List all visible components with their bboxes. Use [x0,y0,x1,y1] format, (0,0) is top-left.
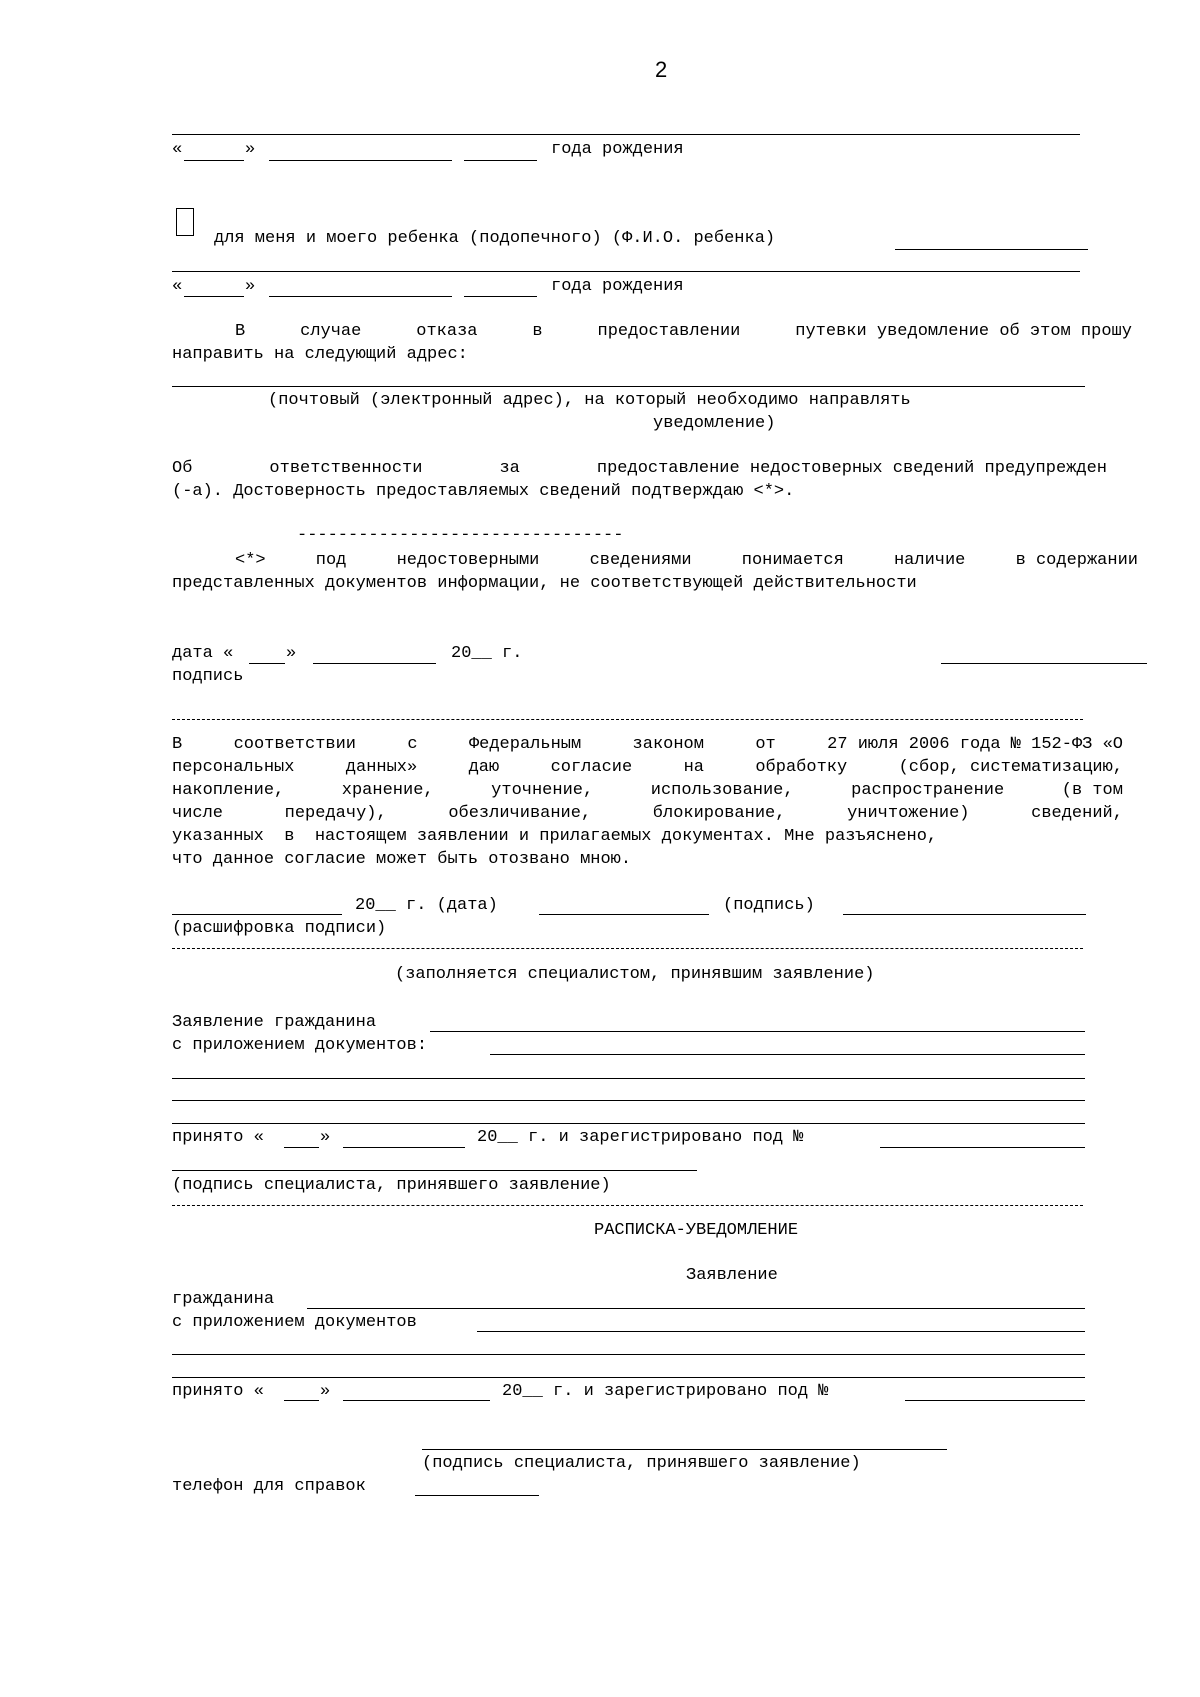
word: <*> [235,551,266,570]
word: блокирование, [652,804,786,823]
consent-decoding-field[interactable] [843,914,1086,915]
quote-open: « [172,140,183,159]
word: отказа [416,322,478,341]
child-name-field[interactable] [895,249,1088,250]
word: под [315,551,347,570]
attachments-line[interactable] [172,1123,1085,1124]
word: Федеральным [468,735,582,754]
birth-label: года рождения [551,140,684,159]
section-divider [172,719,1083,720]
quote-close: » [245,277,256,296]
birth-year-field[interactable] [464,160,537,161]
consent-signature-label: (подпись) [723,896,815,915]
word: (сбор, систематизацию, [898,758,1123,777]
receipt-specialist-signature-field[interactable] [422,1449,947,1450]
word: В [172,735,183,754]
word: уничтожение) [847,804,970,823]
responsibility-line-2: (-а). Достоверность предоставляемых сведений подтверждаю <*>. [172,482,795,501]
word: уточнение, [491,781,594,800]
child-option-label: для меня и моего ребенка (подопечного) (Ф.И.О. ребенка) [214,229,776,248]
child-birth-year-field[interactable] [464,296,537,297]
consent-year-date: 20__ г. (дата) [355,896,498,915]
birth-month-field[interactable] [269,160,452,161]
specialist-signature-field[interactable] [172,1170,697,1171]
child-name-line[interactable] [172,271,1080,272]
word: обработку [755,758,848,777]
refusal-line-2: направить на следующий адрес: [172,345,468,364]
word: хранение, [341,781,434,800]
quote-close: » [320,1128,331,1147]
date-month-field[interactable] [313,663,436,664]
quote-close: » [245,140,256,159]
consent-line-5: указанных в настоящем заявлении и прилагаемых документах. Мне разъяснено, [172,827,938,846]
accepted-day-field[interactable] [284,1147,319,1148]
application-field[interactable] [430,1031,1085,1032]
word: на [683,758,704,777]
word: в содержании [1015,551,1138,570]
registration-number-field[interactable] [880,1147,1085,1148]
responsibility-line-1 [172,457,1107,480]
word: наличие [893,551,966,570]
receipt-year-registered: 20__ г. и зарегистрировано под № [502,1382,829,1401]
citizen-label: гражданина [172,1290,275,1309]
receipt-accepted-prefix: принято « [172,1382,264,1401]
word: ответственности [269,459,423,478]
date-day-field[interactable] [249,663,285,664]
citizen-field[interactable] [307,1308,1085,1309]
word: понимается [741,551,844,570]
birth-label: года рождения [551,277,684,296]
word: с [407,735,418,754]
phone-label: телефон для справок [172,1477,366,1496]
quote-close: » [320,1382,331,1401]
word: предоставлении [597,322,741,341]
word: распространение [851,781,1005,800]
page-number: 2 [655,57,668,82]
consent-line-1 [172,733,1123,756]
word: в [532,322,543,341]
word: Об [172,459,193,478]
consent-line-2 [172,756,1123,779]
footnote-line-2: представленных документов информации, не соответствующей действительности [172,574,917,593]
word: накопление, [172,781,285,800]
quote-open: « [172,277,183,296]
consent-line-6: что данное согласие может быть отозвано мною. [172,850,632,869]
receipt-month-field[interactable] [343,1400,490,1401]
consent-date-field[interactable] [172,914,342,915]
word: 27 июля 2006 года № 152-ФЗ «О [827,735,1123,754]
consent-decoding-label: (расшифровка подписи) [172,919,387,938]
attachments-line[interactable] [172,1078,1085,1079]
word: В [235,322,246,341]
child-checkbox[interactable] [176,208,194,236]
word: данных» [345,758,418,777]
word: случае [300,322,362,341]
word: использование, [650,781,794,800]
year-registered: 20__ г. и зарегистрировано под № [477,1128,804,1147]
word: персональных [172,758,295,777]
address-field[interactable] [172,386,1085,387]
receipt-attachments-line[interactable] [172,1354,1085,1355]
receipt-title: РАСПИСКА-УВЕДОМЛЕНИЕ [594,1221,799,1240]
consent-line-4 [172,802,1123,825]
word: сведений, [1031,804,1123,823]
specialist-caption: (заполняется специалистом, принявшим заявление) [395,965,875,984]
word: путевки уведомление об этом прошу [795,322,1132,341]
address-caption-1: (почтовый (электронный адрес), на который необходимо направлять [268,391,911,410]
receipt-subtitle: Заявление [686,1266,778,1285]
word: сведениями [589,551,692,570]
signature-label: подпись [172,667,244,686]
child-birth-month-field[interactable] [269,296,452,297]
address-caption-2: уведомление) [653,414,776,433]
footnote-separator: -------------------------------- [297,526,624,545]
word: согласие [550,758,633,777]
refusal-line-1 [235,320,1132,343]
attachments-line[interactable] [172,1100,1085,1101]
section-divider [172,1205,1083,1206]
word: передачу), [284,804,387,823]
name-line[interactable] [172,134,1080,135]
word: предоставление недостоверных сведений предупрежден [596,459,1107,478]
footnote-line-1 [235,549,1138,572]
word: обезличивание, [448,804,592,823]
word: недостоверными [396,551,540,570]
receipt-attachments-label: с приложением документов [172,1313,417,1332]
child-birth-day-field[interactable] [184,296,244,297]
word: числе [172,804,224,823]
word: соответствии [233,735,356,754]
specialist-signature-label: (подпись специалиста, принявшего заявление) [172,1176,611,1195]
receipt-specialist-signature-label: (подпись специалиста, принявшего заявление) [422,1454,861,1473]
receipt-attachments-line[interactable] [172,1377,1085,1378]
section-divider [172,948,1083,949]
accepted-month-field[interactable] [343,1147,465,1148]
date-label: дата « [172,644,234,663]
word: (в том [1061,781,1123,800]
phone-field[interactable] [415,1495,539,1496]
date-year: 20__ г. [451,644,523,663]
word: от [755,735,776,754]
receipt-registration-number-field[interactable] [905,1400,1085,1401]
attachments-field[interactable] [490,1054,1085,1055]
attachments-label: с приложением документов: [172,1036,428,1055]
application-label: Заявление гражданина [172,1013,377,1032]
consent-signature-field[interactable] [539,914,709,915]
word: за [499,459,520,478]
birth-day-field[interactable] [184,160,244,161]
signature-field[interactable] [941,663,1147,664]
quote-close: » [286,644,297,663]
receipt-day-field[interactable] [284,1400,319,1401]
receipt-attachments-field[interactable] [477,1331,1085,1332]
accepted-prefix: принято « [172,1128,264,1147]
word: даю [468,758,500,777]
consent-line-3 [172,779,1123,802]
word: законом [632,735,704,754]
